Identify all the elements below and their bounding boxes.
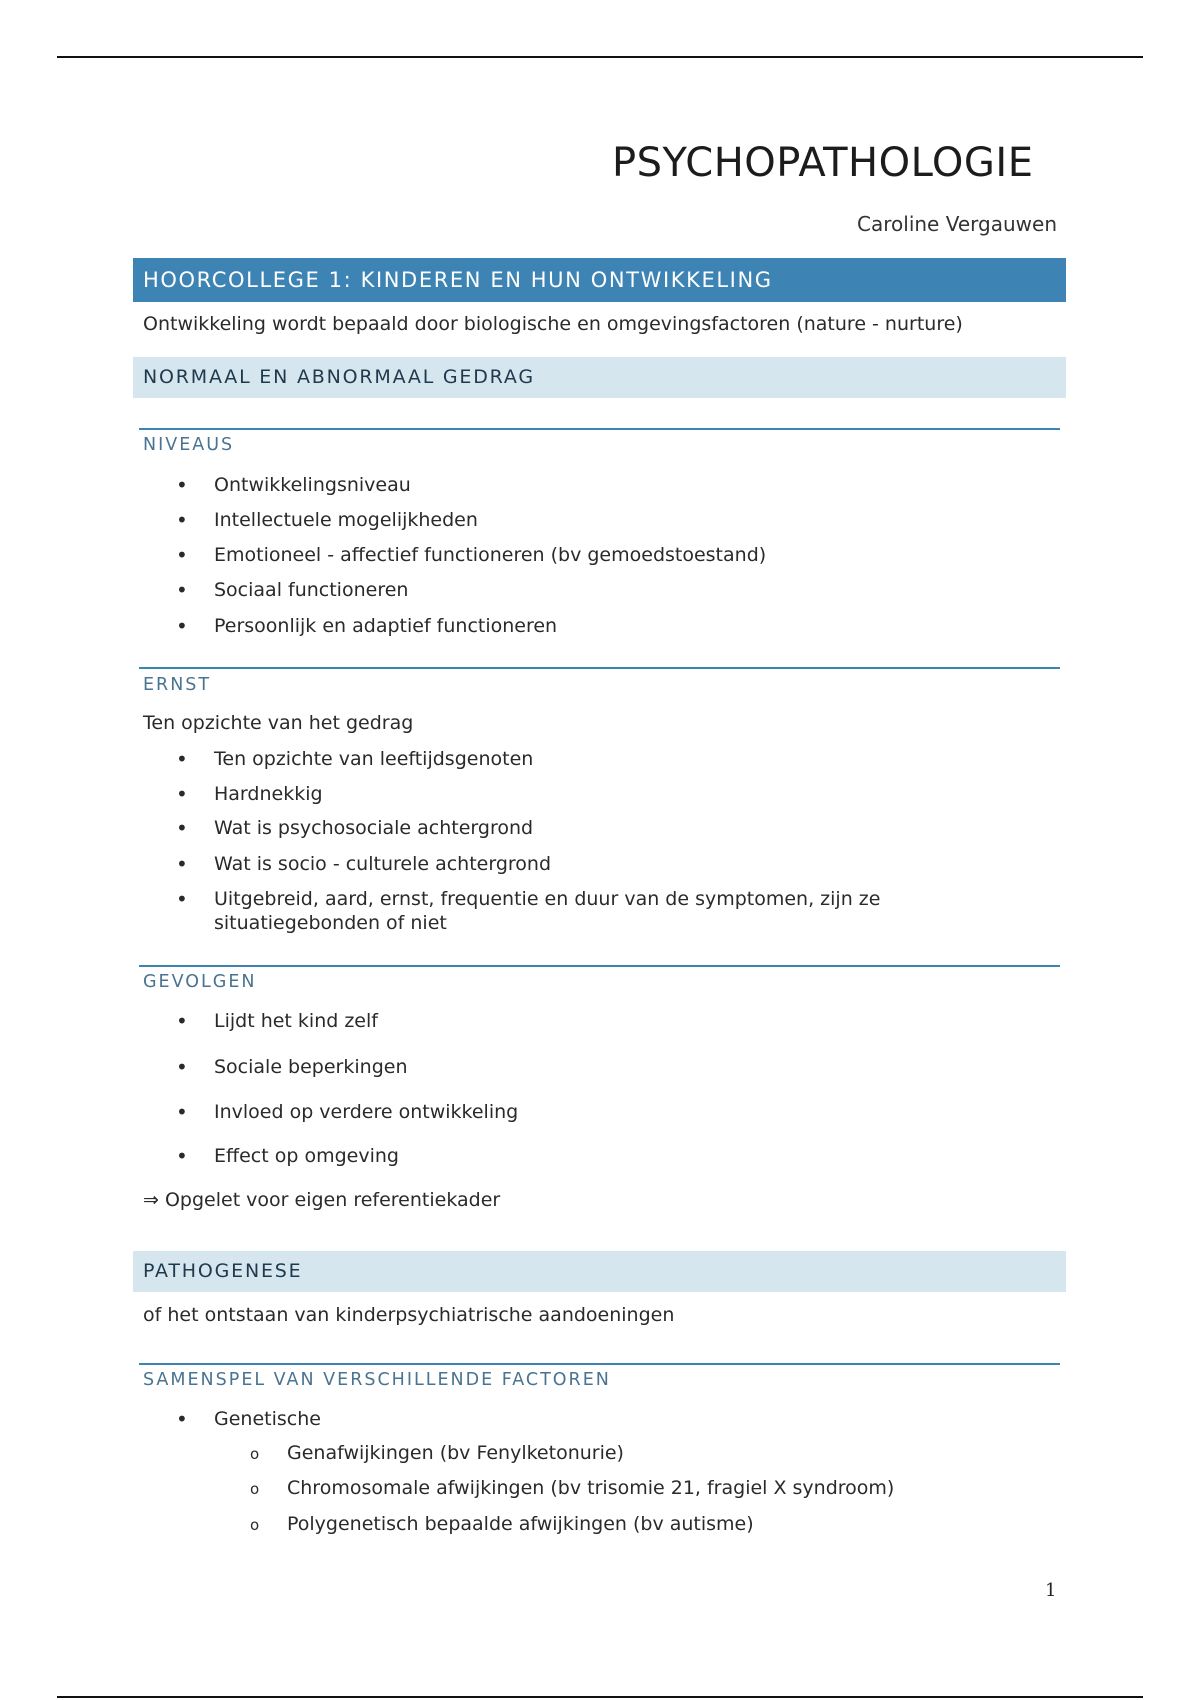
bullet-icon: • <box>176 887 188 911</box>
page-top-rule <box>57 56 1143 58</box>
subsection-rule-niveaus <box>139 428 1060 430</box>
subsection-rule-gevolgen <box>139 965 1060 967</box>
bullet-icon: • <box>176 852 188 876</box>
section-heading-normaal: NORMAAL EN ABNORMAAL GEDRAG <box>133 357 1066 398</box>
bullet-icon: • <box>176 747 188 771</box>
section-heading-pathogenese: PATHOGENESE <box>133 1251 1066 1292</box>
subsection-rule-samenspel <box>139 1363 1060 1365</box>
bullet-icon: • <box>176 614 188 638</box>
pathogenese-intro: of het ontstaan van kinderpsychiatrische aandoeningen <box>143 1304 675 1326</box>
bullet-icon: • <box>176 816 188 840</box>
bullet-icon: • <box>176 1055 188 1079</box>
page-bottom-rule <box>57 1696 1143 1698</box>
bullet-icon: • <box>176 1144 188 1168</box>
page-number: 1 <box>1045 1580 1057 1601</box>
subsection-heading-gevolgen: GEVOLGEN <box>143 972 257 992</box>
bullet-icon: • <box>176 543 188 567</box>
circle-bullet-icon: o <box>250 1480 260 1498</box>
bullet-icon: • <box>176 473 188 497</box>
document-author: Caroline Vergauwen <box>857 212 1057 236</box>
bullet-icon: • <box>176 1009 188 1033</box>
bullet-icon: • <box>176 508 188 532</box>
subsection-heading-ernst: ERNST <box>143 675 212 695</box>
ernst-intro: Ten opzichte van het gedrag <box>143 712 414 734</box>
circle-bullet-icon: o <box>250 1445 260 1463</box>
bullet-icon: • <box>176 1100 188 1124</box>
document-title: PSYCHOPATHOLOGIE <box>612 140 1034 186</box>
bullet-icon: • <box>176 782 188 806</box>
bullet-icon: • <box>176 578 188 602</box>
gevolgen-note: ⇒ Opgelet voor eigen referentiekader <box>143 1189 501 1211</box>
subsection-heading-samenspel: SAMENSPEL VAN VERSCHILLENDE FACTOREN <box>143 1370 611 1390</box>
circle-bullet-icon: o <box>250 1516 260 1534</box>
subsection-rule-ernst <box>139 667 1060 669</box>
lecture-heading: HOORCOLLEGE 1: KINDEREN EN HUN ONTWIKKELING <box>133 258 1066 302</box>
bullet-icon: • <box>176 1407 188 1431</box>
lecture-intro: Ontwikkeling wordt bepaald door biologische en omgevingsfactoren (nature - nurture) <box>143 313 963 335</box>
subsection-heading-niveaus: NIVEAUS <box>143 435 235 455</box>
